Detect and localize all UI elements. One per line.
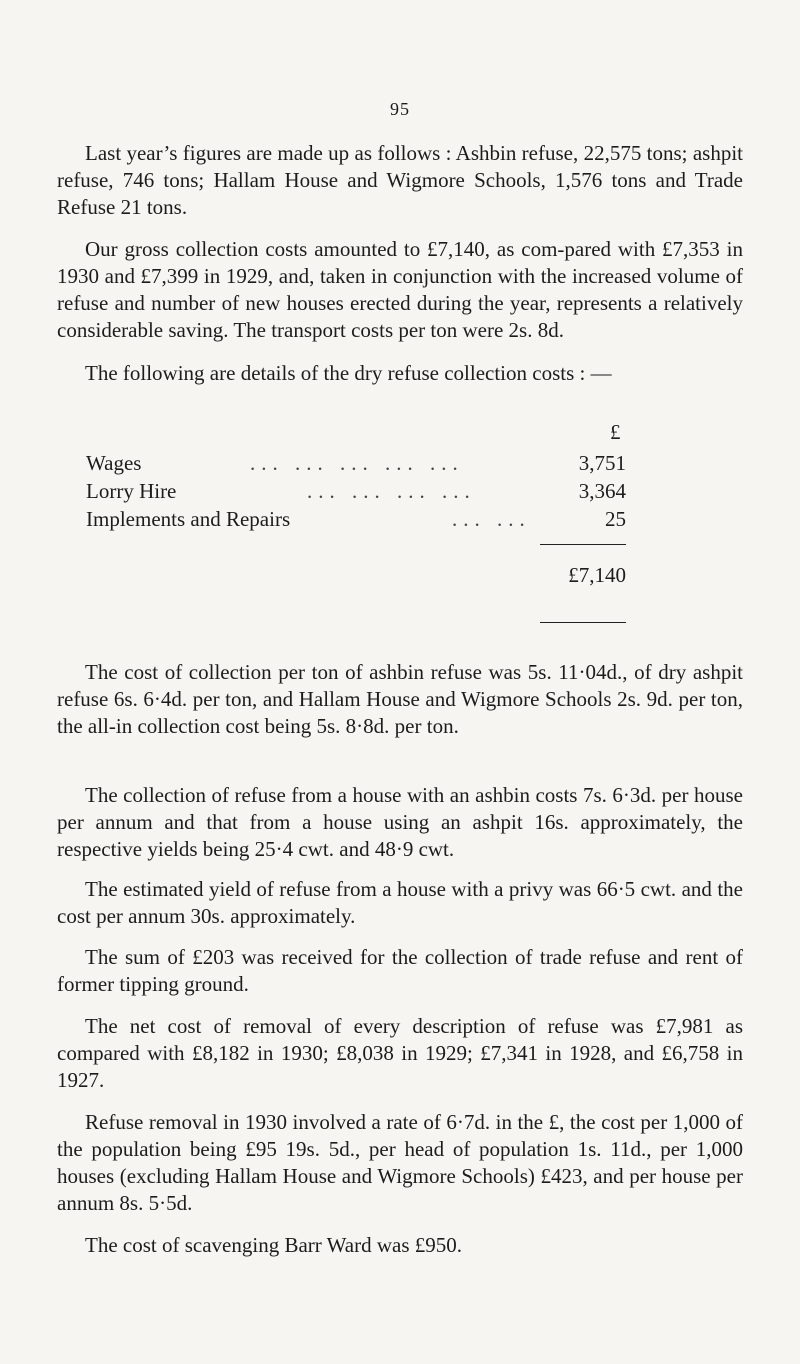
cost-row-lorry-hire [86,479,626,507]
cost-item-amount: 25 [605,507,626,531]
paragraph-trade-refuse-receipts: The sum of £203 was received for the collection of trade refuse and rent of former tipping ground. [57,945,743,996]
paragraph-cost-per-ton: The cost of collection per ton of ashbin refuse was 5s. 11·04d., of dry ashpit refuse 6s. 6·4d. per ton, and Hallam House and Wigmore Schools 2s. 9d. per ton, the all-in collection cost being 5s. 8·8d. per ton. [57,660,743,738]
paragraph-privy-yield: The estimated yield of refuse from a house with a privy was 66·5 cwt. and the cost per annum 30s. approximately. [57,877,743,928]
paragraph-refuse-figures: Last year’s figures are made up as follows : Ashbin refuse, 22,575 tons; ashpit refuse, 746 tons; Hallam House and Wigmore Schools, 1,576 tons and Trade Refuse 21 tons. [57,141,743,219]
cost-total: £7,140 [568,563,626,587]
page-number: 95 [390,99,410,119]
cost-item-label: Lorry Hire [86,479,177,503]
cost-item-amount: 3,364 [578,479,626,503]
cost-item-label: Implements and Repairs [86,507,291,531]
cost-item-amount: 3,751 [578,451,626,475]
currency-header: £ [610,420,621,444]
paragraph-gross-collection-costs: Our gross collection costs amounted to £7,140, as com-pared with £7,353 in 1930 and £7,399 in 1929, and, taken in conjunction with the increased volume of refuse and number of new houses erected during the year, represents a relatively considerable saving. The transport costs per ton were 2s. 8d. [57,237,743,342]
cost-row-implements-repairs [86,507,626,535]
paragraph-net-removal-cost: The net cost of removal of every description of refuse was £7,981 as compared with £8,182 in 1930; £8,038 in 1929; £7,341 in 1928, and £6,758 in 1927. [57,1014,743,1092]
cost-item-leader: ... ... ... ... ... [250,451,464,475]
paragraph-details-intro: The following are details of the dry refuse collection costs : — [85,361,612,385]
total-rule [540,622,626,623]
paragraph-cost-per-house: The collection of refuse from a house with an ashbin costs 7s. 6·3d. per house per annum and that from a house using an ashpit 16s. approximately, the respective yields being 25·4 cwt. and 48·9 cwt. [57,783,743,861]
paragraph-scavenging-barr-ward: The cost of scavenging Barr Ward was £950. [85,1233,462,1257]
cost-item-label: Wages [86,451,142,475]
subtotal-rule [540,544,626,545]
paragraph-rate-and-population: Refuse removal in 1930 involved a rate of 6·7d. in the £, the cost per 1,000 of the population being £95 19s. 5d., per head of population 1s. 11d., per 1,000 houses (excluding Hallam House and Wigmore Schools) £423, and per house per annum 8s. 5·5d. [57,1110,743,1215]
cost-row-wages [86,451,626,479]
cost-item-leader: ... ... [452,507,531,531]
cost-item-leader: ... ... ... ... [307,479,476,503]
